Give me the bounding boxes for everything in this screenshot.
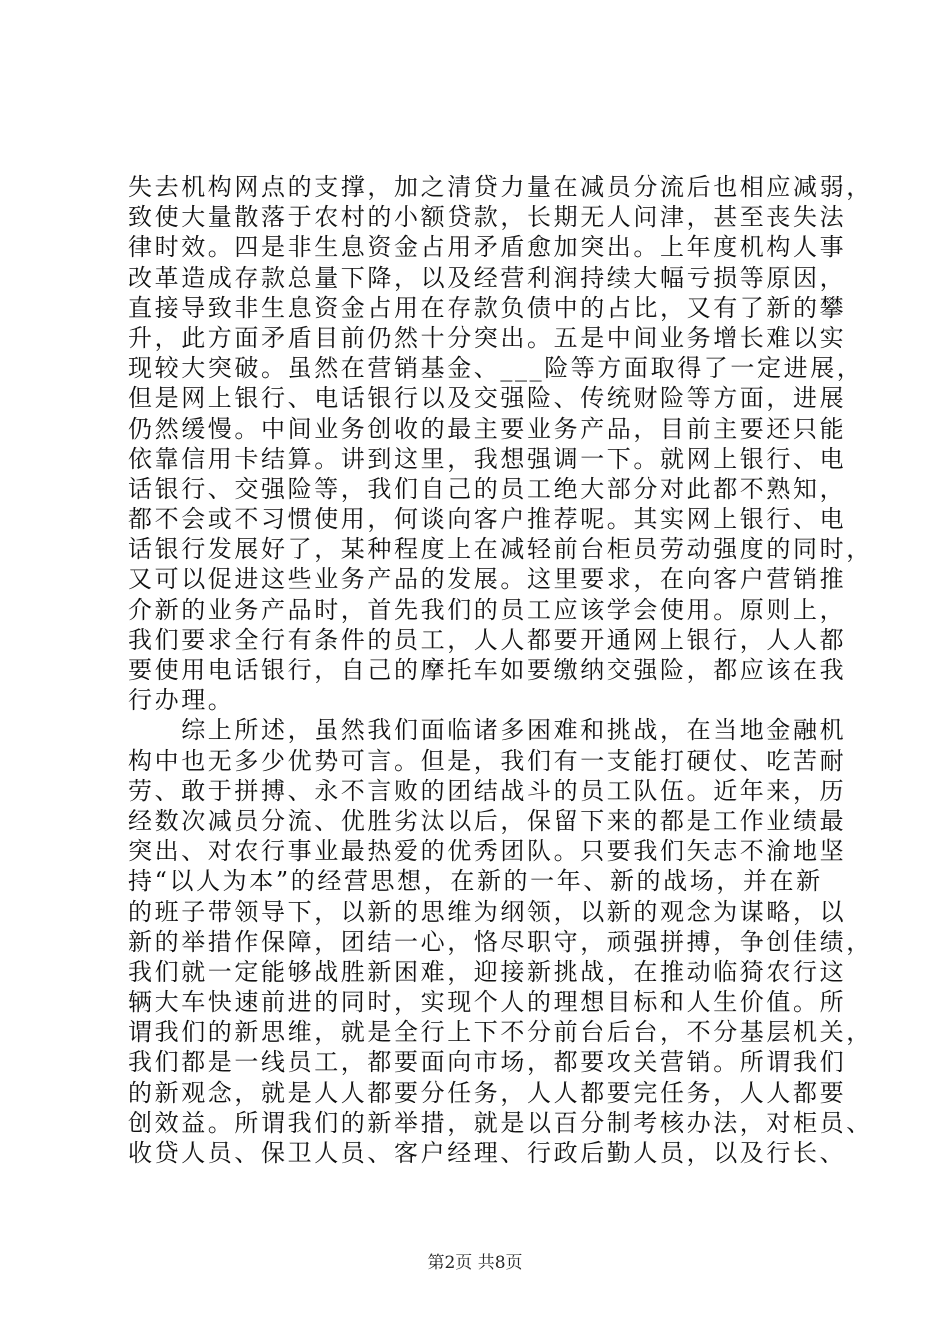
text-line: 又可以促进这些业务产品的发展。这里要求，在向客户营销推	[128, 565, 847, 594]
text-line: 介新的业务产品时，首先我们的员工应该学会使用。原则上，	[128, 595, 847, 624]
text-line: 律时效。四是非生息资金占用矛盾愈加突出。上年度机构人事	[128, 233, 847, 262]
text-line: 综上所述，虽然我们面临诸多困难和挑战，在当地金融机	[128, 716, 847, 745]
text-line: 话银行、交强险等，我们自己的员工绝大部分对此都不熟知，	[128, 474, 847, 503]
text-line: 创效益。所谓我们的新举措，就是以百分制考核办法，对柜员、	[128, 1108, 873, 1137]
page-footer: 第2页 共8页	[427, 1253, 523, 1273]
text-line: 我们都是一线员工，都要面向市场，都要攻关营销。所谓我们	[128, 1048, 847, 1077]
text-line: 现较大突破。虽然在营销基金、___险等方面取得了一定进展，	[128, 354, 864, 383]
text-line: 升，此方面矛盾目前仍然十分突出。五是中间业务增长难以实	[128, 323, 847, 352]
text-line: 但是网上银行、电话银行以及交强险、传统财险等方面，进展	[128, 384, 847, 413]
text-line: 话银行发展好了，某种程度上在减轻前台柜员劳动强度的同时，	[128, 535, 873, 564]
body-text	[128, 172, 873, 1168]
text-line: 致使大量散落于农村的小额贷款，长期无人问津，甚至丧失法	[128, 203, 847, 232]
text-line: 改革造成存款总量下降，以及经营利润持续大幅亏损等原因，	[128, 263, 847, 292]
text-line: 都不会或不习惯使用，何谈向客户推荐呢。其实网上银行、电	[128, 505, 847, 534]
text-line: 劳、敢于拼搏、永不言败的团结战斗的员工队伍。近年来，历	[128, 776, 847, 805]
text-line: 依靠信用卡结算。讲到这里，我想强调一下。就网上银行、电	[128, 444, 847, 473]
text-line: 谓我们的新思维，就是全行上下不分前台后台，不分基层机关，	[128, 1018, 873, 1047]
text-line: 行办理。	[128, 686, 235, 715]
text-line: 要使用电话银行，自己的摩托车如要缴纳交强险，都应该在我	[128, 656, 847, 684]
text-line: 失去机构网点的支撑，加之清贷力量在减员分流后也相应减弱，	[128, 173, 873, 201]
text-line: 持“以人为本”的经营思想，在新的一年、新的战场，并在新	[128, 867, 823, 896]
text-line: 经数次减员分流、优胜劣汰以后，保留下来的都是工作业绩最	[128, 806, 847, 835]
text-line: 的班子带领导下，以新的思维为纲领，以新的观念为谋略，以	[128, 897, 847, 926]
text-line: 的新观念，就是人人都要分任务，人人都要完任务，人人都要	[128, 1078, 847, 1107]
text-line: 我们就一定能够战胜新困难，迎接新挑战，在推动临猗农行这	[128, 957, 847, 986]
text-line: 收贷人员、保卫人员、客户经理、行政后勤人员，以及行长、	[128, 1139, 847, 1167]
text-line: 辆大车快速前进的同时，实现个人的理想目标和人生价值。所	[128, 988, 847, 1017]
text-line: 新的举措作保障，团结一心，恪尽职守，顽强拼搏，争创佳绩，	[128, 927, 873, 956]
text-line: 直接导致非生息资金占用在存款负债中的占比，又有了新的攀	[128, 293, 847, 322]
text-line: 构中也无多少优势可言。但是，我们有一支能打硬仗、吃苦耐	[128, 746, 847, 775]
text-line: 突出、对农行事业最热爱的优秀团队。只要我们矢志不渝地坚	[128, 837, 847, 866]
text-line: 我们要求全行有条件的员工，人人都要开通网上银行，人人都	[128, 625, 847, 654]
text-line: 仍然缓慢。中间业务创收的最主要业务产品，目前主要还只能	[128, 414, 847, 443]
